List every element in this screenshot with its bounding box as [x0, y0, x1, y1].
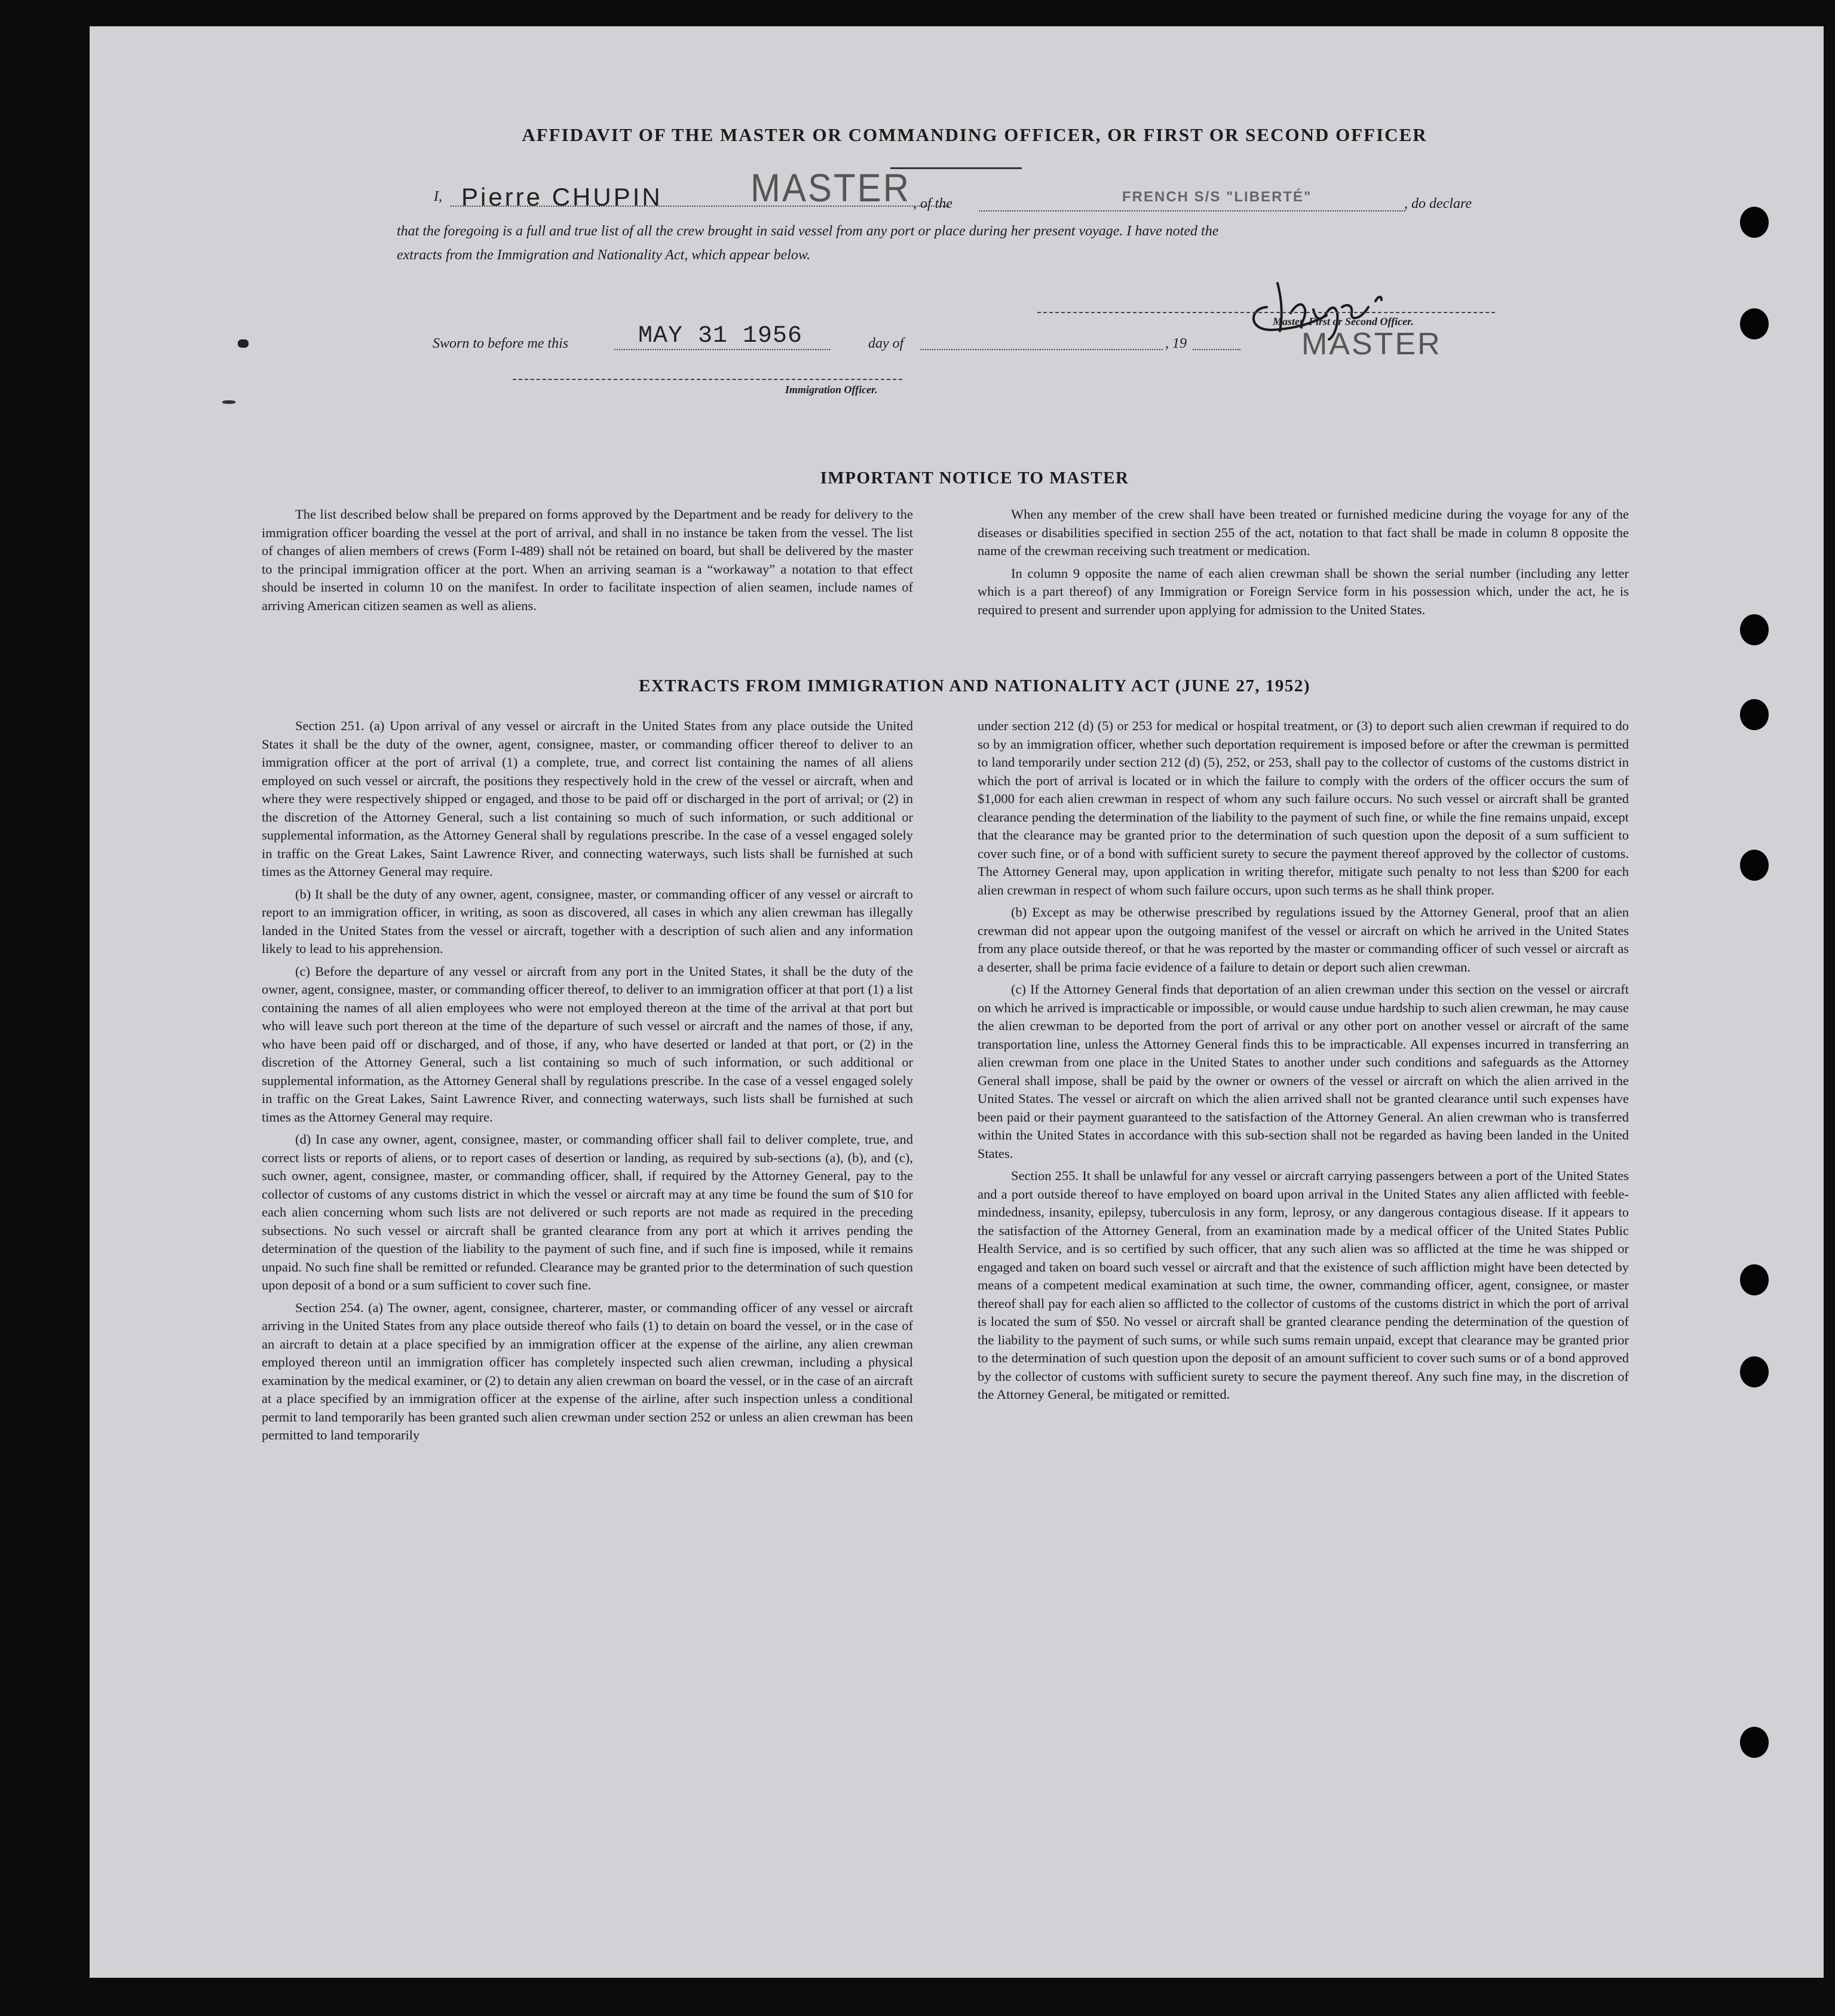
binder-hole — [1740, 850, 1769, 881]
ink-speck — [222, 400, 235, 404]
section-251-c: (c) Before the departure of any vessel or aircraft from any port in the United States, it shall be the duty of the owner, agent, consignee, master, or commanding officer thereof, to deliver to an immigration officer at that port (1) a list containing the names of all alien employees who were not employed thereon at the time of the arrival at that port but who will leave such port thereon at the time of the departure of such vessel or aircraft and the names of those, if any, who have been paid off or discharged, and of those, if any, who have deserted or landed at that port, or (2) in the discretion of the Attorney General, such a list containing so much of such information, or such additional or supplemental information, as the Attorney General shall by regulations prescribe. In the case of a vessel engaged solely in traffic on the Great Lakes, Saint Lawrence River, and connecting waterways, such lists shall be furnished at such times as the Attorney General may require. — [262, 963, 913, 1125]
section-251-d: (d) In case any owner, agent, consignee, master, or commanding officer shall fail to deliver complete, true, and correct lists or reports of aliens, or to report cases of desertion or landing, as required by sub-sections (a), (b), and (c), such owner, agent, consignee, master, or commanding officer, shall, if required by the Attorney General, pay to the collector of customs of any customs district in which the vessel or aircraft may at any time be found the sum of $10 for each alien concerning whom such lists are not delivered or such reports are not made as required in the preceding subsections. No such vessel or aircraft shall be granted clearance from any port at which it arrives pending the determination of the question of the liability to the payment of such fine, and if such fine is imposed, while it remains unpaid. No such fine shall be remitted or refunded. Clearance may be granted prior to the determination of such question upon deposit of a bond or a sum sufficient to cover such fine. — [262, 1132, 913, 1292]
extracts-left-column — [262, 717, 913, 1449]
declaration-line-3: extracts from the Immigration and Nationality Act, which appear below. — [397, 247, 811, 263]
extracts-right-column — [978, 717, 1629, 1408]
vessel-line — [979, 210, 1405, 212]
binder-hole — [1740, 614, 1769, 645]
section-254-a-continued: under section 212 (d) (5) or 253 for medical or hospital treatment, or (3) to deport such alien crewman if required to do so by an immigration officer, whether such deportation requirement is imposed before or after the crewman is permitted to land temporarily under section 212 (d) (5), 252, or 253, shall pay to the collector of customs of the customs district in which the port of arrival is located or in which the failure to comply with the orders of the officer occurs the sum of $1,000 for each alien crewman in respect of whom any such failure occurs. No such vessel or aircraft shall be granted clearance pending the determination of the liability to the payment of such fine, or while the fine remains unpaid, except that the clearance may be granted prior to the determination of such question upon the deposit of a sum sufficient to cover such fine, or of a bond with sufficient surety to secure the payment thereof approved by the collector of customs. The Attorney General may, upon application in writing therefor, mitigate such penalty to not less than $200 for each alien crewman in respect of whom such failure occurs, upon such terms as he shall think proper. — [978, 718, 1629, 897]
binder-hole — [1740, 1727, 1769, 1758]
ink-speck — [238, 339, 249, 348]
officer-line — [513, 379, 902, 380]
notice-left-paragraph: The list described below shall be prepared on forms approved by the Department and be ready for delivery to the immigration officer boarding the vessel at the port of arrival, and shall in no instance be taken from the vessel. The list of changes of alien members of crews (Form I-489) shall nót be retained on board, but shall be delivered by the master to the principal immigration officer at the port. When an arriving seaman is a “workaway” a notation to that effect should be inserted in column 10 on the manifest. In order to facilitate inspection of alien seamen, include names of arriving American citizen seamen as well as aliens. — [262, 507, 913, 613]
section-251-b: (b) It shall be the duty of any owner, agent, consignee, master, or commanding officer of any vessel or aircraft to report to an immigration officer, in writing, as soon as discovered, all cases in which any alien crewman has illegally landed in the United States from the vessel or aircraft, together with a description of such alien and any information likely to lead to his apprehension. — [262, 886, 913, 956]
binder-hole — [1740, 699, 1769, 730]
of-the-label: , of the — [913, 196, 952, 212]
binder-hole — [1740, 308, 1769, 339]
section-255: Section 255. It shall be unlawful for any vessel or aircraft carrying passengers between a port of the United States and a port outside thereof to have employed on board upon arrival in the United States any alien afflicted with feeble-mindedness, insanity, epilepsy, tuberculosis in any form, leprosy, or any dangerous contagious disease. If it appears to the satisfaction of the Attorney General, from an examination made by a medical officer of the United States Public Health Service, and is so certified by such officer, that any such alien was so afflicted at the time he was shipped or engaged and taken on board such vessel or aircraft and that the existence of such affliction might have been detected by means of a competent medical examination at such time, the owner, commanding officer, agent, consignee, or master thereof shall pay for each alien so afflicted to the collector of customs of the customs district in which the port of arrival is located the sum of $50. No vessel or aircraft shall be granted clearance pending the determination of the question of the liability to the payment of such sums, or while such sums remain unpaid, except that clearance may be granted prior to the determination of such question upon the deposit of an amount sufficient to cover such sums or of a bond approved by the collector of customs with sufficient surety to secure the payment thereof. Any such fine may, in the discretion of the Attorney General, be mitigated or remitted. — [978, 1168, 1629, 1402]
notice-right-column — [978, 505, 1629, 623]
signature-stamp: MASTER — [1301, 327, 1442, 361]
document-page — [90, 26, 1824, 1978]
do-declare-label: , do declare — [1404, 196, 1472, 212]
vessel-name: FRENCH S/S "LIBERTÉ" — [1122, 189, 1312, 205]
section-254-c: (c) If the Attorney General finds that deportation of an alien crewman under this section on the vessel or aircraft on which he arrived is impracticable or impossible, or would cause undue hardship to such alien crewman, he may cause the alien crewman to be deported from the port of arrival or any other port on another vessel or aircraft of the same transportation line, unless the Attorney General finds this to be impracticable. All expenses incurred in transferring an alien crewman from one place in the United States to another under such conditions and safeguards as the Attorney General shall impose, shall be paid by the owner or owners of the vessel or aircraft on which the alien arrived in the United States. The vessel or aircraft on which the alien arrived shall not be granted clearance until such expenses have been paid or their payment guaranteed to the satisfaction of the Attorney General. An alien crewman who is transferred within the United States in accordance with this sub-section shall not be regarded as having been landed in the United States. — [978, 982, 1629, 1161]
binder-hole — [1740, 1356, 1769, 1387]
notice-right-paragraph-1: When any member of the crew shall have been treated or furnished medicine during the voyage for any of the diseases or disabilities specified in section 255 of the act, notation to that fact shall be made in column 8 opposite the name of the crewman receiving such treatment or medication. — [978, 507, 1629, 558]
year-line — [1193, 349, 1240, 350]
section-254-b: (b) Except as may be otherwise prescribed by regulations issued by the Attorney General, proof that an alien crewman did not appear upon the outgoing manifest of the vessel or aircraft on which he arrived in the United States from any place outside thereof, or that he was reported by the master or commanding officer of such vessel or aircraft as a deserter, shall be prima facie evidence of a failure to detain or deport such alien crewman. — [978, 905, 1629, 975]
affidavit-title: AFFIDAVIT OF THE MASTER OR COMMANDING OFFICER, OR FIRST OR SECOND OFFICER — [522, 124, 1427, 145]
sworn-label: Sworn to before me this — [433, 336, 569, 351]
master-name: Pierre CHUPIN — [461, 183, 663, 211]
sworn-date-stamp: MAY 31 1956 — [638, 323, 803, 350]
prefix-i: I, — [434, 189, 442, 204]
section-254-a: Section 254. (a) The owner, agent, consignee, charterer, master, or commanding officer of any vessel or aircraft arriving in the United States from any place outside thereof who fails (1) to detain on board the vessel, or in the case of an aircraft to detain at a place specified by an immigration officer at the expense of the airline, any alien crewman employed thereon until an immigration officer has completely inspected such alien crewman, including a physical examination by the medical examiner, or (2) to detain any alien crewman on board the vessel, or in the case of an aircraft at a place specified by an immigration officer at the expense of the airline, after such inspection unless a conditional permit to land temporarily has been granted such alien crewman under section 252 or unless an alien crewman has been permitted to land temporarily — [262, 1300, 913, 1442]
notice-title: IMPORTANT NOTICE TO MASTER — [820, 468, 1129, 488]
binder-hole — [1740, 1264, 1769, 1295]
extracts-title: EXTRACTS FROM IMMIGRATION AND NATIONALITY ACT (JUNE 27, 1952) — [638, 676, 1311, 696]
section-251-a: Section 251. (a) Upon arrival of any vessel or aircraft in the United States from any place outside the United States it shall be the duty of the owner, agent, consignee, master, or commanding officer thereof to deliver to an immigration officer at the port of arrival (1) a complete, true, and correct list containing the names of all aliens employed on such vessel or aircraft, the positions they respectively hold in the crew of the vessel or aircraft, when and where they were respectively shipped or engaged, and those to be paid off or discharged in the port of arrival; or (2) in the discretion of the Attorney General, such a list containing so much of such information, or such additional or supplemental information, as the Attorney General shall by regulations prescribe. In the case of a vessel engaged solely in traffic on the Great Lakes, Saint Lawrence River, and connecting waterways, such lists shall be furnished at such times as the Attorney General may require. — [262, 718, 913, 879]
notice-right-paragraph-2: In column 9 opposite the name of each alien crewman shall be shown the serial number (including any letter which is a part thereof) of any Immigration or Foreign Service form in his possession which, under the act, he is required to present and surrender upon applying for admission to the United States. — [978, 565, 1629, 617]
signature-line — [1037, 312, 1495, 313]
officer-caption: Immigration Officer. — [785, 384, 878, 396]
rank-stamp: MASTER — [750, 166, 911, 210]
binder-hole — [1740, 207, 1769, 238]
year-prefix: , 19 — [1165, 336, 1187, 351]
notice-left-column — [262, 505, 913, 619]
day-of-label: day of — [868, 336, 904, 351]
signature-caption: Master, First or Second Officer. — [1273, 315, 1414, 327]
month-line — [920, 349, 1163, 350]
declaration-line-2: that the foregoing is a full and true list of all the crew brought in said vessel from any port or place during her present voyage. I have noted the — [397, 223, 1219, 239]
